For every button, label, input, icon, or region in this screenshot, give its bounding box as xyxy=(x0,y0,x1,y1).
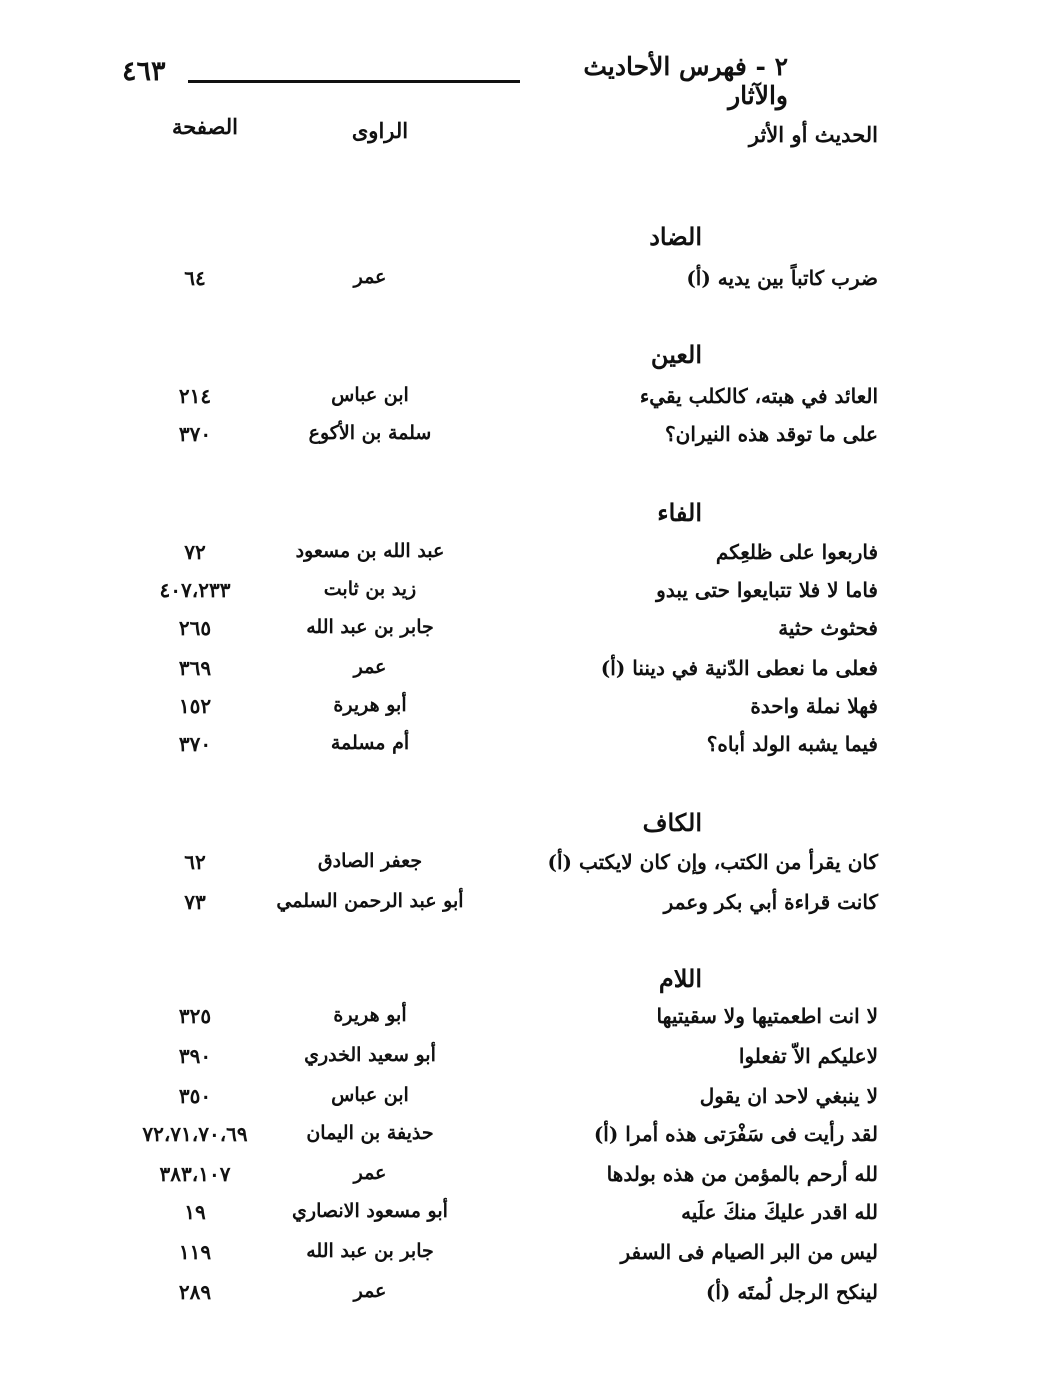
page-title: ٢ - فهرس الأحاديث والآثار xyxy=(520,52,788,110)
narrator: عمر xyxy=(353,1162,387,1184)
section-title: الفاء xyxy=(657,498,702,527)
index-row xyxy=(0,1240,1038,1274)
hadith-text: العائد في هبته، كالكلب يقيء xyxy=(639,384,878,408)
index-row xyxy=(0,694,1038,728)
hadith-text: على ما توقد هذه النيران؟ xyxy=(665,422,878,446)
narrator: أم مسلمة xyxy=(330,732,410,754)
index-row xyxy=(0,578,1038,612)
narrator: حذيفة بن اليمان xyxy=(306,1122,434,1144)
narrator: عمر xyxy=(353,266,387,288)
hadith-text: فحثوث حثية xyxy=(778,616,878,640)
narrator: أبو هريرة xyxy=(333,694,407,716)
index-row xyxy=(0,1044,1038,1078)
narrator: ابن عباس xyxy=(331,1084,409,1106)
narrator: ابن عباس xyxy=(331,384,409,406)
column-header-narrator: الراوى xyxy=(351,118,409,143)
page-refs: ٤٠٧،٢٣٣ xyxy=(159,578,231,602)
index-row xyxy=(0,1122,1038,1156)
page-refs: ٧٣ xyxy=(184,890,206,914)
page-refs: ٦٤ xyxy=(184,266,206,290)
page-refs: ٣٥٠ xyxy=(178,1084,212,1108)
hadith-text: فيما يشبه الولد أباه؟ xyxy=(706,732,878,756)
hadith-text: لاعليكم الاّ تفعلوا xyxy=(738,1044,878,1068)
page-refs: ٣٦٩ xyxy=(178,656,212,680)
hadith-text: فعلى ما نعطى الدّنية في ديننا (أ) xyxy=(600,656,878,680)
narrator: عمر xyxy=(353,1280,387,1302)
section-title: الضاد xyxy=(649,222,702,251)
hadith-text: لينكح الرجل لُمتَه (أ) xyxy=(705,1280,878,1304)
hadith-text: لا انت اطعمتيها ولا سقيتيها xyxy=(656,1004,878,1028)
narrator: أبو سعيد الخدري xyxy=(304,1044,436,1066)
narrator: أبو هريرة xyxy=(333,1004,407,1026)
narrator: جابر بن عبد الله xyxy=(306,1240,434,1262)
narrator: زيد بن ثابت xyxy=(323,578,417,600)
page-number: ٤٦٣ xyxy=(122,56,166,87)
column-header-hadith: الحديث أو الأثر xyxy=(748,122,878,147)
page-refs: ٢٨٩ xyxy=(178,1280,212,1304)
section-title: اللام xyxy=(658,964,702,993)
hadith-text: فهلا نملة واحدة xyxy=(750,694,878,718)
narrator: سلمة بن الأكوع xyxy=(308,422,432,444)
section-title: العين xyxy=(650,340,702,369)
narrator: أبو عبد الرحمن السلمي xyxy=(276,890,464,912)
narrator: جعفر الصادق xyxy=(317,850,423,872)
narrator: أبو مسعود الانصاري xyxy=(292,1200,448,1222)
page-refs: ٣٢٥ xyxy=(178,1004,212,1028)
index-row xyxy=(0,850,1038,884)
hadith-text: كانت قراءة أبي بكر وعمر xyxy=(663,890,878,914)
narrator: عبد الله بن مسعود xyxy=(295,540,445,562)
index-row xyxy=(0,1200,1038,1234)
index-row xyxy=(0,1280,1038,1314)
page-refs: ١١٩ xyxy=(178,1240,212,1264)
page-refs: ١٥٢ xyxy=(178,694,212,718)
page-refs: ٧٢،٧١،٧٠،٦٩ xyxy=(142,1122,248,1146)
index-row xyxy=(0,1004,1038,1038)
index-row xyxy=(0,1162,1038,1196)
page-refs: ٣٧٠ xyxy=(178,422,212,446)
page-refs: ٣٧٠ xyxy=(178,732,212,756)
section-title: الكاف xyxy=(642,808,702,837)
hadith-text: فاما لا فلا تتبايعوا حتى يبدو xyxy=(656,578,878,602)
hadith-text: كان يقرأ من الكتب، وإن كان لايكتب (أ) xyxy=(547,850,878,874)
column-header-page: الصفحة xyxy=(172,114,238,139)
hadith-text: لا ينبغي لاحد ان يقول xyxy=(699,1084,878,1108)
index-row xyxy=(0,540,1038,574)
narrator: جابر بن عبد الله xyxy=(306,616,434,638)
hadith-text: ليس من البر الصيام فى السفر xyxy=(620,1240,878,1264)
hadith-text: لله اقدر عليكَ منكَ علَيه xyxy=(681,1200,878,1224)
index-row xyxy=(0,266,1038,300)
index-row xyxy=(0,732,1038,766)
index-row xyxy=(0,384,1038,418)
index-row xyxy=(0,1084,1038,1118)
page-refs: ٣٨٣،١٠٧ xyxy=(159,1162,231,1186)
page-refs: ٢١٤ xyxy=(178,384,212,408)
index-row xyxy=(0,656,1038,690)
page-refs: ٦٢ xyxy=(184,850,206,874)
narrator: عمر xyxy=(353,656,387,678)
index-row xyxy=(0,616,1038,650)
index-row xyxy=(0,890,1038,924)
hadith-text: لله أرحم بالمؤمن من هذه بولدها xyxy=(606,1162,878,1186)
page-refs: ٧٢ xyxy=(184,540,206,564)
hadith-text: لقد رأيت فى سَفْرَتى هذه أمرا (أ) xyxy=(593,1122,878,1146)
page-refs: ١٩ xyxy=(184,1200,206,1224)
page-refs: ٣٩٠ xyxy=(178,1044,212,1068)
page-refs: ٢٦٥ xyxy=(178,616,212,640)
hadith-text: ضرب كاتباً بين يديه (أ) xyxy=(686,266,878,290)
hadith-text: فاربعوا على ظلعِكم xyxy=(715,540,878,564)
index-row xyxy=(0,422,1038,456)
